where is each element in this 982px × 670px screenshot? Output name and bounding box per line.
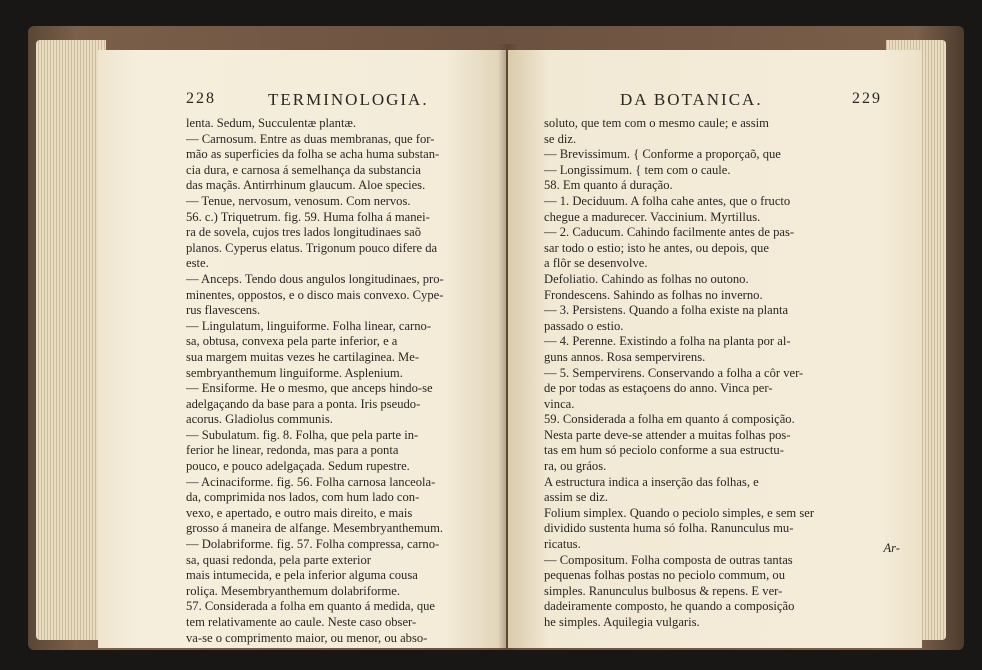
text-line: este. (186, 256, 209, 271)
text-line: roliça. Mesembryanthemum dolabriforme. (186, 583, 401, 598)
text-line: dadeiramente composto, he quando a composição (544, 599, 795, 614)
left-page-edges (36, 40, 106, 640)
text-line: — Subulatum. fig. 8. Folha, que pela parte in- (186, 427, 419, 442)
left-page-number: 228 (186, 90, 216, 107)
right-page (508, 50, 922, 648)
text-line: — 1. Deciduum. A folha cahe antes, que o fructo (544, 193, 791, 208)
text-line: Folium simplex. Quando o peciolo simples, e sem ser (544, 505, 815, 520)
text-line: 56. c.) Triquetrum. fig. 59. Huma folha á manei- (186, 209, 430, 224)
left-page-text (186, 116, 476, 646)
left-page (98, 50, 506, 648)
text-line: vinca. (544, 396, 575, 411)
text-line: soluto, que tem com o mesmo caule; e assim (544, 116, 769, 130)
text-line: va-se o comprimento maior, ou menor, ou abso- (186, 630, 428, 645)
text-line: guns annos. Rosa sempervirens. (544, 349, 706, 364)
text-line: minentes, oppostos, e o disco mais convexo. Cype- (186, 287, 444, 302)
text-line: he simples. Aquilegia vulgaris. (544, 615, 700, 629)
text-line: ra, ou gráos. (544, 459, 607, 474)
text-line: — 3. Persistens. Quando a folha existe na planta (544, 303, 789, 318)
text-line: — Brevissimum. { Conforme a proporçaõ, que (544, 147, 781, 162)
text-line: pouco, e pouco adelgaçada. Sedum rupestre. (186, 459, 410, 474)
text-line: tas em hum só peciolo conforme a sua estructu- (544, 443, 784, 458)
text-line: planos. Cyperus elatus. Trigonum pouco difere da (186, 240, 438, 255)
text-line: — Tenue, nervosum, venosum. Com nervos. (186, 193, 411, 208)
right-page-number: 229 (852, 90, 882, 107)
text-line: — 2. Caducum. Cahindo facilmente antes de pas- (544, 225, 795, 240)
text-line: 57. Considerada a folha em quanto á medida, que (186, 599, 435, 614)
text-line: sar todo o estio; isto he antes, ou depois, que (544, 240, 769, 255)
text-line: ricatus. (544, 537, 581, 552)
text-line: A estructura indica a inserção das folhas, e (544, 474, 759, 489)
text-line: das maçãs. Antirrhinum glaucum. Aloe species. (186, 178, 426, 193)
text-line: rus flavescens. (186, 303, 261, 318)
text-line: cia dura, e carnosa á semelhança da substancia (186, 162, 421, 177)
text-line: — Lingulatum, linguiforme. Folha linear, carno- (186, 318, 432, 333)
text-line: mão as superficies da folha se acha huma substan- (186, 147, 440, 162)
right-running-title: DA BOTANICA. (620, 90, 763, 109)
text-line: sua margem muitas vezes he cartilaginea. Me- (186, 349, 420, 364)
text-line: de por todas as estaçoens do anno. Vinca per- (544, 381, 773, 396)
text-line: — Ensiforme. He o mesmo, que anceps hindo-se (186, 381, 433, 396)
text-line: — Longissimum. { tem com o caule. (544, 162, 731, 177)
text-line: — Compositum. Folha composta de outras tantas (544, 552, 793, 567)
left-page-header (186, 90, 476, 112)
text-line: se diz. (544, 131, 577, 146)
text-line: — 5. Sempervirens. Conservando a folha a côr ver- (544, 365, 804, 380)
text-line: ra de sovela, cujos tres lados longitudinaes saõ (186, 225, 422, 240)
text-line: ferior he linear, redonda, mas para a ponta (186, 443, 399, 458)
text-line: pequenas folhas postas no peciolo commum, ou (544, 568, 785, 583)
text-line: chegue a madurecer. Vaccinium. Myrtillus. (544, 209, 761, 224)
text-line: adelgaçando da base para a ponta. Iris pseudo- (186, 396, 421, 411)
text-line: assim se diz. (544, 490, 609, 505)
text-line: passado o estio. (544, 318, 624, 333)
text-line: — Dolabriforme. fig. 57. Folha compressa, carno- (186, 537, 440, 552)
text-line: mais intumecida, e pela inferior alguma cousa (186, 568, 418, 583)
text-line: — 4. Perenne. Existindo a folha na planta por al- (544, 334, 791, 349)
text-line: — Carnosum. Entre as duas membranas, que for- (186, 131, 435, 146)
text-line: acorus. Gladiolus communis. (186, 412, 333, 427)
text-line: vexo, e apertado, e outro mais direito, e mais (186, 505, 413, 520)
text-line: sembryanthemum linguiforme. Asplenium. (186, 365, 403, 380)
catchword: Ar- (883, 541, 900, 555)
text-line: simples. Ranunculus bulbosus & repens. E ver- (544, 583, 783, 598)
text-line: sa, quasi redonda, pela parte exterior (186, 552, 371, 567)
right-page-header (544, 90, 882, 112)
text-line: da, comprimida nos lados, com hum lado con- (186, 490, 420, 505)
text-line: Defoliatio. Cahindo as folhas no outono. (544, 271, 749, 286)
text-line: a flôr se desenvolve. (544, 256, 648, 271)
text-line: lenta. Sedum, Succulentæ plantæ. (186, 116, 356, 130)
text-line: grosso á maneira de alfange. Mesembryanthemum. (186, 521, 444, 536)
text-line: Frondescens. Sahindo as folhas no inverno. (544, 287, 763, 302)
text-line: — Acinaciforme. fig. 56. Folha carnosa lanceola- (186, 474, 436, 489)
text-line: tem relativamente ao caule. Neste caso obser- (186, 615, 417, 629)
text-line: sa, obtusa, convexa pela parte inferior, e a (186, 334, 398, 349)
right-page-text (544, 116, 882, 631)
text-line: 59. Considerada a folha em quanto á composição. (544, 412, 795, 427)
text-line: Nesta parte deve-se attender a muitas folhas pos- (544, 427, 791, 442)
left-running-title: TERMINOLOGIA. (268, 90, 429, 109)
text-line: — Anceps. Tendo dous angulos longitudinaes, pro- (186, 271, 444, 286)
text-line: dividido sustenta huma só folha. Ranunculus mu- (544, 521, 794, 536)
text-line: 58. Em quanto á duração. (544, 178, 673, 193)
